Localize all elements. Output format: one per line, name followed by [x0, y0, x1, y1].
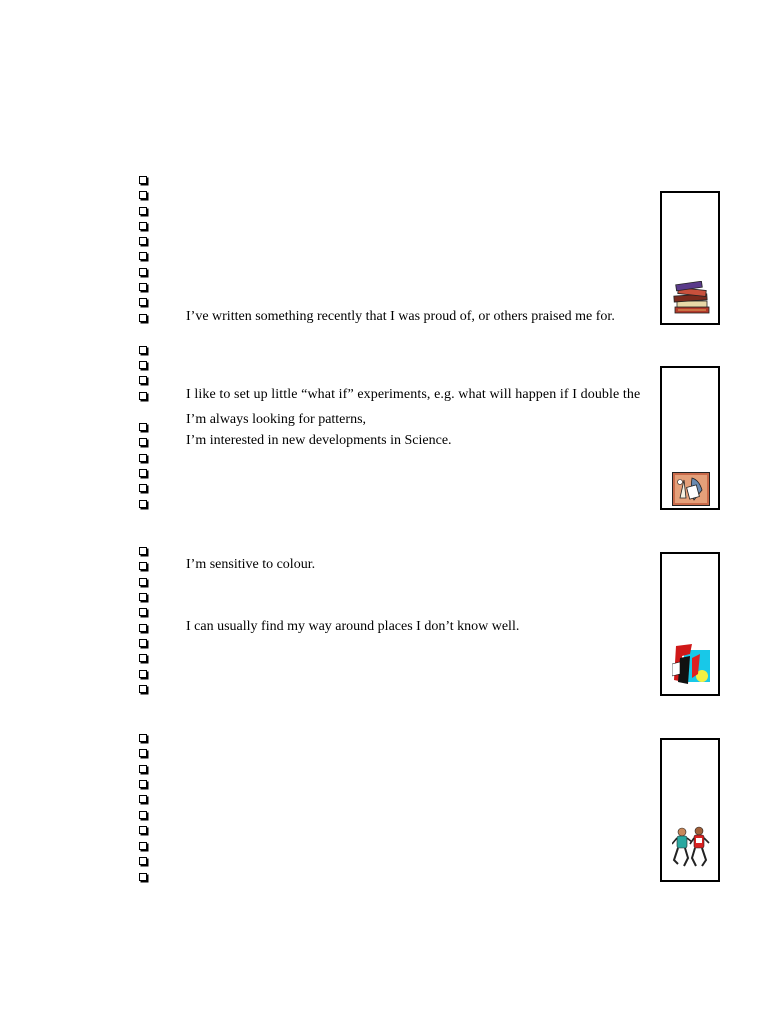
checkbox[interactable] [139, 346, 147, 354]
checklist-item[interactable] [139, 604, 659, 619]
checklist-item[interactable] [139, 761, 659, 776]
checklist-item[interactable] [139, 412, 659, 434]
checklist-item[interactable] [139, 496, 659, 511]
checkbox[interactable] [139, 624, 147, 632]
checklist-item[interactable] [139, 294, 659, 309]
checkbox[interactable] [139, 811, 147, 819]
checkbox[interactable] [139, 873, 147, 881]
checklist-item[interactable] [139, 822, 659, 837]
checklist-item[interactable] [139, 589, 659, 604]
checklist-item[interactable] [139, 869, 659, 884]
checkbox[interactable] [139, 454, 147, 462]
checkbox[interactable] [139, 734, 147, 742]
checklist-item[interactable] [139, 248, 659, 263]
checkbox[interactable] [139, 484, 147, 492]
checkbox[interactable] [139, 547, 147, 555]
checklist-item[interactable] [139, 187, 659, 202]
checkbox[interactable] [139, 593, 147, 601]
checklist-item[interactable] [139, 388, 659, 403]
checklist-item[interactable] [139, 203, 659, 218]
checkbox[interactable] [139, 857, 147, 865]
checkbox[interactable] [139, 826, 147, 834]
checkbox[interactable] [139, 654, 147, 662]
checkbox[interactable] [139, 207, 147, 215]
runners-icon [672, 826, 710, 870]
colour-art-icon [672, 644, 710, 684]
checkbox[interactable] [139, 780, 147, 788]
checklist-item[interactable] [139, 791, 659, 806]
checklist-item[interactable] [139, 233, 659, 248]
picture-frame [660, 366, 720, 510]
checkbox[interactable] [139, 608, 147, 616]
checklist-item[interactable] [139, 776, 659, 791]
item-text: I’m always looking for patterns, [186, 412, 367, 427]
checkbox[interactable] [139, 500, 147, 508]
checklist-item[interactable] [139, 543, 659, 558]
checklist-item[interactable] [139, 635, 659, 650]
books-icon [672, 281, 712, 317]
picture-frame [660, 738, 720, 882]
checkbox[interactable] [139, 639, 147, 647]
checkbox[interactable] [139, 469, 147, 477]
checklist-item[interactable] [139, 342, 659, 357]
checklist-item[interactable] [139, 279, 659, 294]
picture-frame [660, 552, 720, 696]
checkbox[interactable] [139, 842, 147, 850]
checklist-item[interactable] [139, 620, 659, 635]
checklist-item[interactable] [139, 807, 659, 822]
item-text: I can usually find my way around places I don’t know well. [186, 619, 520, 634]
checklist-item[interactable] [139, 465, 659, 480]
checklist-item[interactable] [139, 558, 659, 573]
item-text: I like to set up little “what if” experiments, e.g. what will happen if I double the [186, 387, 641, 402]
checkbox[interactable] [139, 749, 147, 757]
checklist-item[interactable] [139, 372, 659, 387]
checklist-item[interactable] [139, 310, 659, 325]
checklist-item[interactable] [139, 480, 659, 495]
picture-frame [660, 191, 720, 325]
checklist-item[interactable] [139, 745, 659, 760]
checklist-item[interactable] [139, 434, 659, 449]
checkbox[interactable] [139, 176, 147, 184]
item-text: I’m interested in new developments in Science. [186, 433, 452, 448]
item-text: I’m sensitive to colour. [186, 557, 316, 572]
checkbox[interactable] [139, 376, 147, 384]
checkbox[interactable] [139, 237, 147, 245]
science-tools-icon [672, 472, 710, 506]
checkbox[interactable] [139, 361, 147, 369]
section-body-smart [0, 0, 768, 1]
checkbox[interactable] [139, 392, 147, 400]
checklist-item[interactable] [139, 681, 659, 696]
checklist-item[interactable] [139, 450, 659, 465]
checkbox[interactable] [139, 765, 147, 773]
checkbox[interactable] [139, 578, 147, 586]
checkbox[interactable] [139, 252, 147, 260]
checklist-item[interactable] [139, 264, 659, 279]
item-text: I’ve written something recently that I was proud of, or others praised me for. [186, 309, 615, 324]
checklist-item[interactable] [139, 172, 659, 187]
checkbox[interactable] [139, 314, 147, 322]
checkbox[interactable] [139, 298, 147, 306]
checkbox[interactable] [139, 268, 147, 276]
checkbox[interactable] [139, 283, 147, 291]
checklist-item[interactable] [139, 853, 659, 868]
checklist-item[interactable] [139, 650, 659, 665]
checklist-item[interactable] [139, 730, 659, 745]
checklist-item[interactable] [139, 838, 659, 853]
checkbox[interactable] [139, 795, 147, 803]
checklist-item[interactable] [139, 574, 659, 589]
checkbox[interactable] [139, 685, 147, 693]
checkbox[interactable] [139, 438, 147, 446]
checklist-item[interactable] [139, 218, 659, 233]
checkbox[interactable] [139, 191, 147, 199]
checkbox[interactable] [139, 222, 147, 230]
checkbox[interactable] [139, 670, 147, 678]
checklist-item[interactable] [139, 666, 659, 681]
checkbox[interactable] [139, 562, 147, 570]
checklist-item[interactable] [139, 357, 659, 372]
checkbox[interactable] [139, 423, 147, 431]
